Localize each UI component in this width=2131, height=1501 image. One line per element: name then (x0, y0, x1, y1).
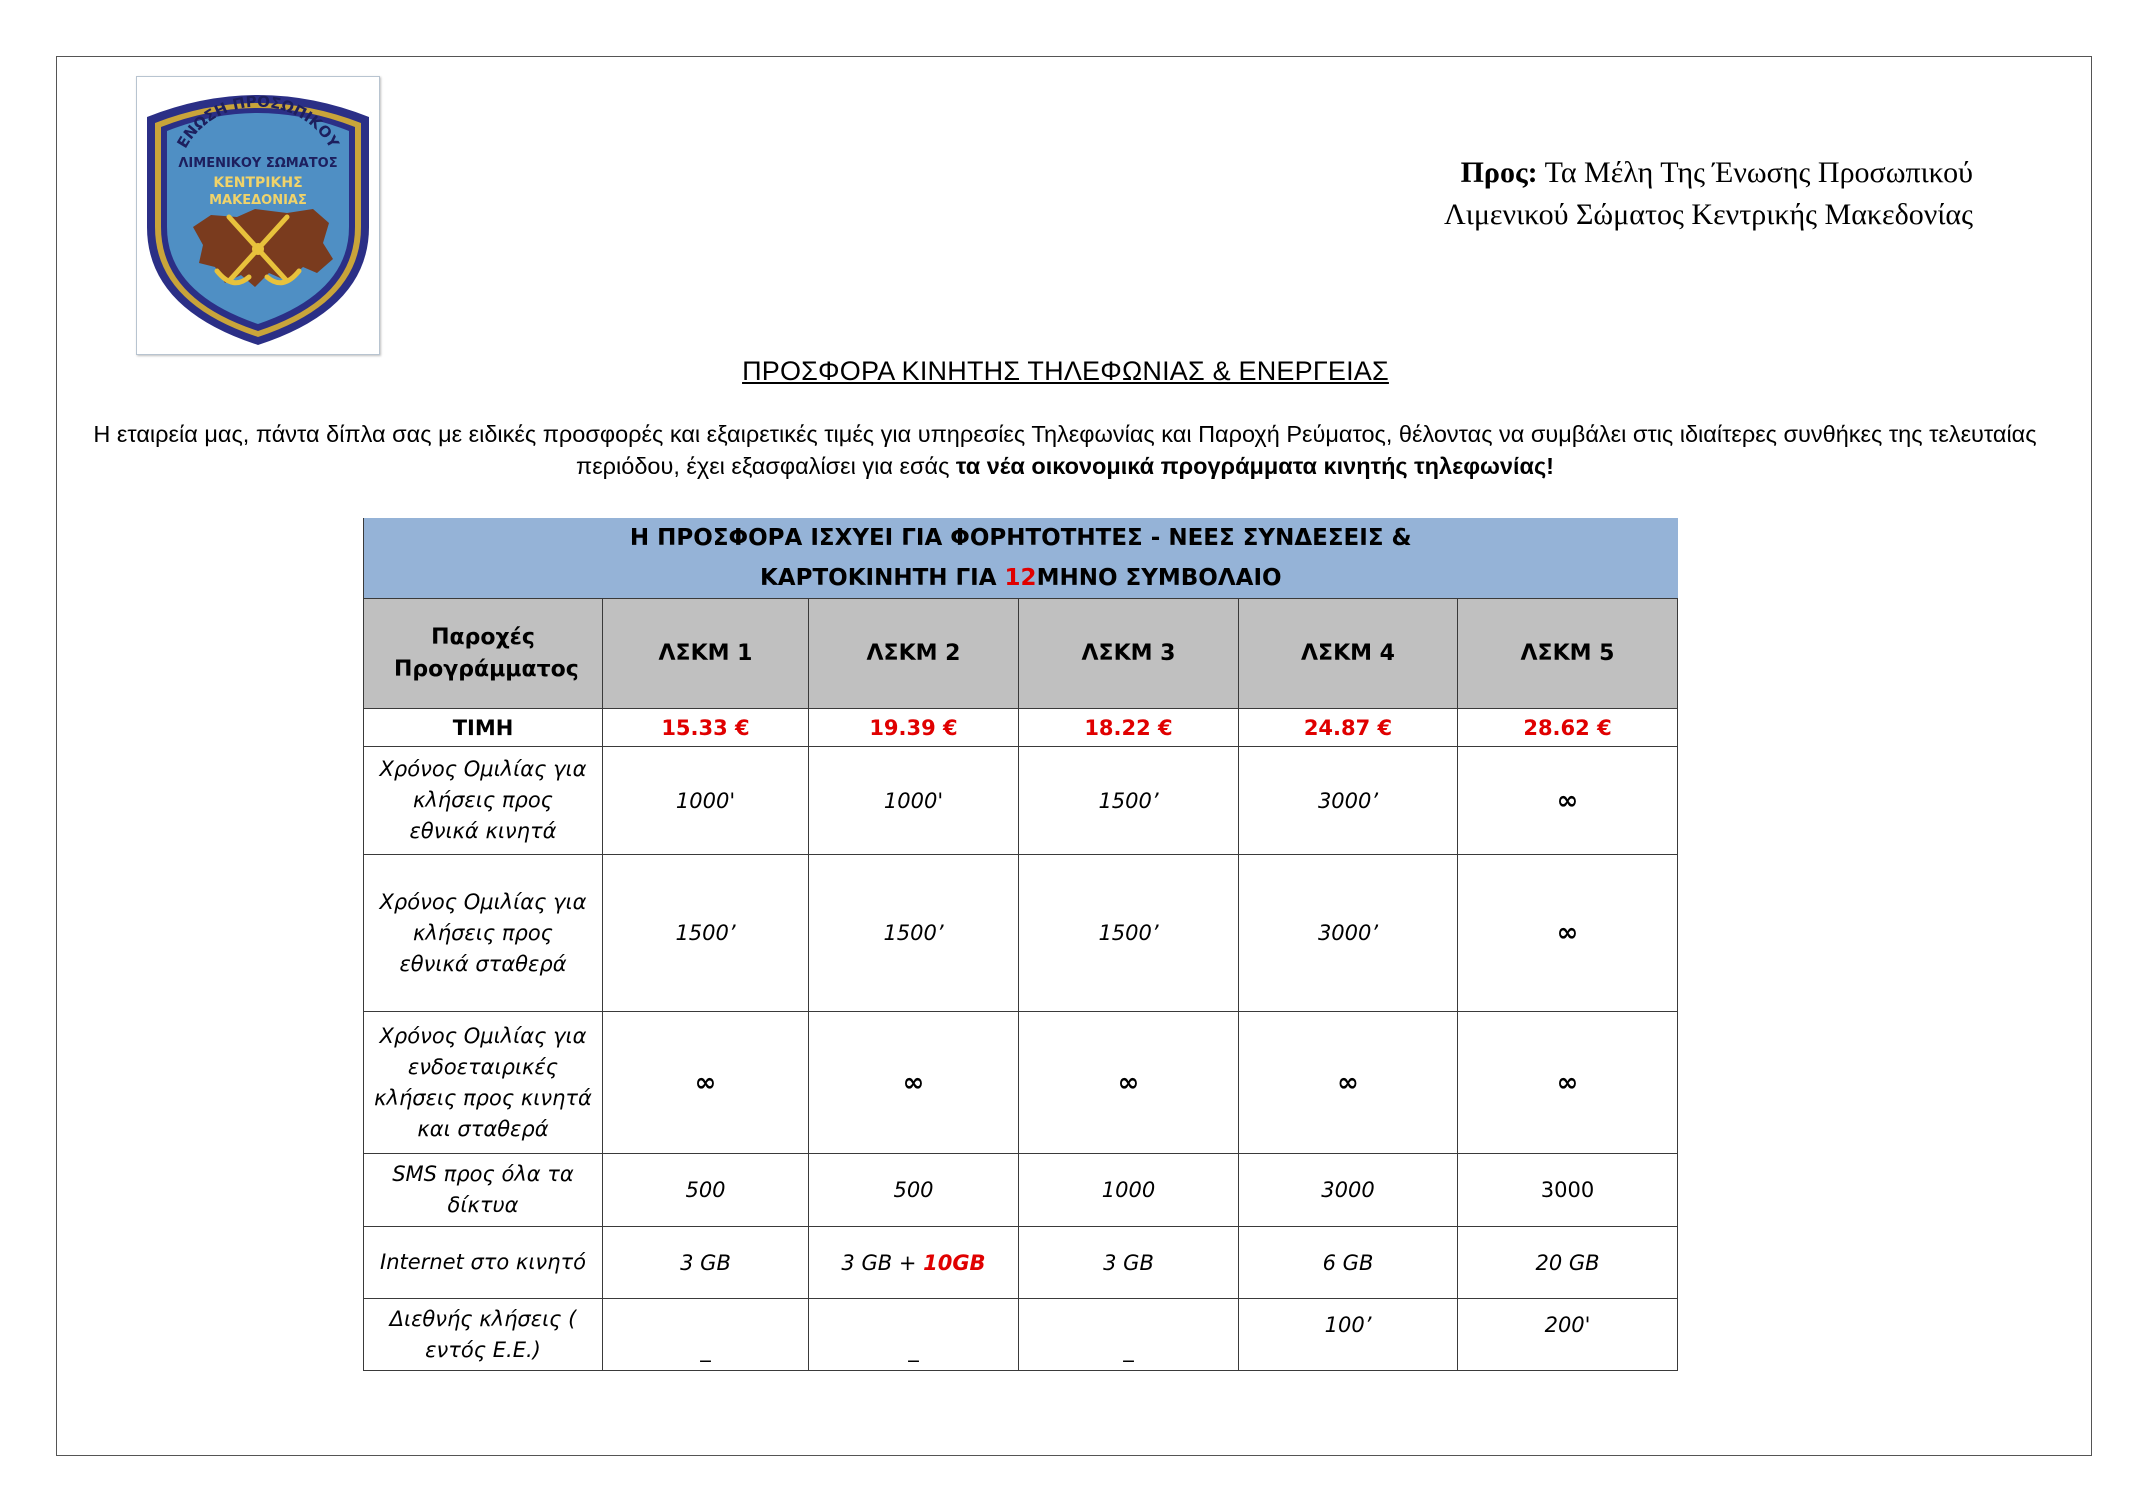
bonus-data: 10GB (923, 1250, 986, 1275)
infinity-cell: ∞ (1458, 855, 1678, 1012)
table-cell: 3000 (1239, 1154, 1458, 1227)
row-label: Χρόνος Ομιλίας για ενδοεταιρικές κλήσεις προς κινητά και σταθερά (364, 1012, 603, 1154)
price-plan-1: 15.33 € (603, 709, 809, 747)
svg-text:ΚΕΝΤΡΙΚΗΣ: ΚΕΝΤΡΙΚΗΣ (213, 175, 303, 191)
banner-line-2 (364, 558, 1678, 599)
header-plan-3: ΛΣΚΜ 3 (1019, 599, 1239, 709)
banner-row-2 (364, 558, 1678, 599)
table-cell: 200' (1458, 1299, 1678, 1371)
recipient-line-2: Λιμενικού Σώματος Κεντρικής Μακεδονίας (1444, 198, 1973, 231)
row-label: SMS προς όλα τα δίκτυα (364, 1154, 603, 1227)
table-cell: 3000’ (1239, 855, 1458, 1012)
row-label: Χρόνος Ομιλίας για κλήσεις προς εθνικά σταθερά (364, 855, 603, 1012)
intro-bold: τα νέα οικονομικά προγράμματα κινητής τηλεφωνίας! (955, 453, 1554, 479)
price-row (364, 709, 1678, 747)
recipient-line1-text: Τα Μέλη Της Ένωσης Προσωπικού (1537, 156, 1973, 189)
table-cell: 3 GB (1019, 1227, 1239, 1299)
header-plan-1: ΛΣΚΜ 1 (603, 599, 809, 709)
table-row-onnet-minutes (364, 1012, 1678, 1154)
table-cell: _ (603, 1299, 809, 1371)
intro-text: Η εταιρεία μας, πάντα δίπλα σας με ειδικές προσφορές και εξαιρετικές τιμές για υπηρεσίες Τηλεφωνίας και Παροχή Ρεύματος, θέλοντας να συμβάλει στις ιδιαίτερες συνθήκες της τελευταίας περιόδου, έχει εξασφαλίσει για εσάς (93, 421, 2037, 479)
banner-line2-before: ΚΑΡΤΟΚΙΝΗΤΗ ΓΙΑ (759, 565, 1005, 591)
recipient-line-1 (1173, 152, 1973, 194)
table-cell: 1000 (1019, 1154, 1239, 1227)
table-row-sms (364, 1154, 1678, 1227)
intro-paragraph (90, 418, 2040, 482)
recipient-block (1173, 152, 1973, 236)
infinity-cell: ∞ (1458, 747, 1678, 855)
table-cell: _ (809, 1299, 1019, 1371)
table-row-internet (364, 1227, 1678, 1299)
row-label: Internet στο κινητό (364, 1227, 603, 1299)
table-cell: 1500’ (1019, 855, 1239, 1012)
table-cell: 1000' (809, 747, 1019, 855)
banner-line-1: Η ΠΡΟΣΦΟΡΑ ΙΣΧΥΕΙ ΓΙΑ ΦΟΡΗΤΟΤΗΤΕΣ - ΝΕΕΣ ΣΥΝΔΕΣΕΙΣ & (364, 518, 1678, 558)
table-cell: 6 GB (1239, 1227, 1458, 1299)
header-plan-5: ΛΣΚΜ 5 (1458, 599, 1678, 709)
document-title: ΠΡΟΣΦΟΡΑ ΚΙΝΗΤΗΣ ΤΗΛΕΦΩΝΙΑΣ & ΕΝΕΡΓΕΙΑΣ (742, 356, 1389, 386)
infinity-cell: ∞ (1239, 1012, 1458, 1154)
crest-icon (137, 77, 379, 354)
table-cell: 3 GB (603, 1227, 809, 1299)
svg-text:ΜΑΚΕΔΟΝΙΑΣ: ΜΑΚΕΔΟΝΙΑΣ (209, 193, 307, 208)
table-cell: 1500’ (603, 855, 809, 1012)
table-cell: 100’ (1239, 1299, 1458, 1371)
table-cell: 3000 (1458, 1154, 1678, 1227)
table-cell: 1500’ (809, 855, 1019, 1012)
price-label: ΤΙΜΗ (364, 709, 603, 747)
svg-text:ΛΙΜΕΝΙΚΟΥ ΣΩΜΑΤΟΣ: ΛΙΜΕΝΙΚΟΥ ΣΩΜΑΤΟΣ (178, 156, 338, 171)
table-cell: 3000’ (1239, 747, 1458, 855)
banner-row-1 (364, 518, 1678, 558)
column-header-row (364, 599, 1678, 709)
price-plan-4: 24.87 € (1239, 709, 1458, 747)
table-cell: 500 (603, 1154, 809, 1227)
table-cell-base: 3 GB + (841, 1250, 924, 1275)
recipient-prefix: Προς: (1460, 156, 1538, 189)
table-row-landline-minutes (364, 855, 1678, 1012)
offer-table (363, 518, 1678, 1371)
infinity-cell: ∞ (809, 1012, 1019, 1154)
table-cell: 500 (809, 1154, 1019, 1227)
price-plan-3: 18.22 € (1019, 709, 1239, 747)
svg-text:ΕΝΩΣΗ ΠΡΟΣΩΠΙΚΟΥ: ΕΝΩΣΗ ΠΡΟΣΩΠΙΚΟΥ (173, 92, 343, 152)
table-cell: _ (1019, 1299, 1239, 1371)
table-cell: 20 GB (1458, 1227, 1678, 1299)
table-cell-bonus (809, 1227, 1019, 1299)
infinity-cell: ∞ (603, 1012, 809, 1154)
banner-line2-after: ΜΗΝΟ ΣΥΜΒΟΛΑΙΟ (1036, 565, 1282, 591)
price-plan-5: 28.62 € (1458, 709, 1678, 747)
table-cell: 1000' (603, 747, 809, 855)
infinity-cell: ∞ (1019, 1012, 1239, 1154)
row-label: Χρόνος Ομιλίας για κλήσεις προς εθνικά κινητά (364, 747, 603, 855)
table-cell: 1500’ (1019, 747, 1239, 855)
row-label: Διεθνής κλήσεις ( εντός Ε.Ε.) (364, 1299, 603, 1371)
header-plan-2: ΛΣΚΜ 2 (809, 599, 1019, 709)
union-logo (136, 76, 380, 355)
infinity-cell: ∞ (1458, 1012, 1678, 1154)
header-plan-4: ΛΣΚΜ 4 (1239, 599, 1458, 709)
banner-line2-red: 12 (1004, 565, 1037, 591)
header-services: Παροχές Προγράμματος (364, 599, 603, 709)
table-row-international (364, 1299, 1678, 1371)
price-plan-2: 19.39 € (809, 709, 1019, 747)
table-row-mobile-minutes (364, 747, 1678, 855)
